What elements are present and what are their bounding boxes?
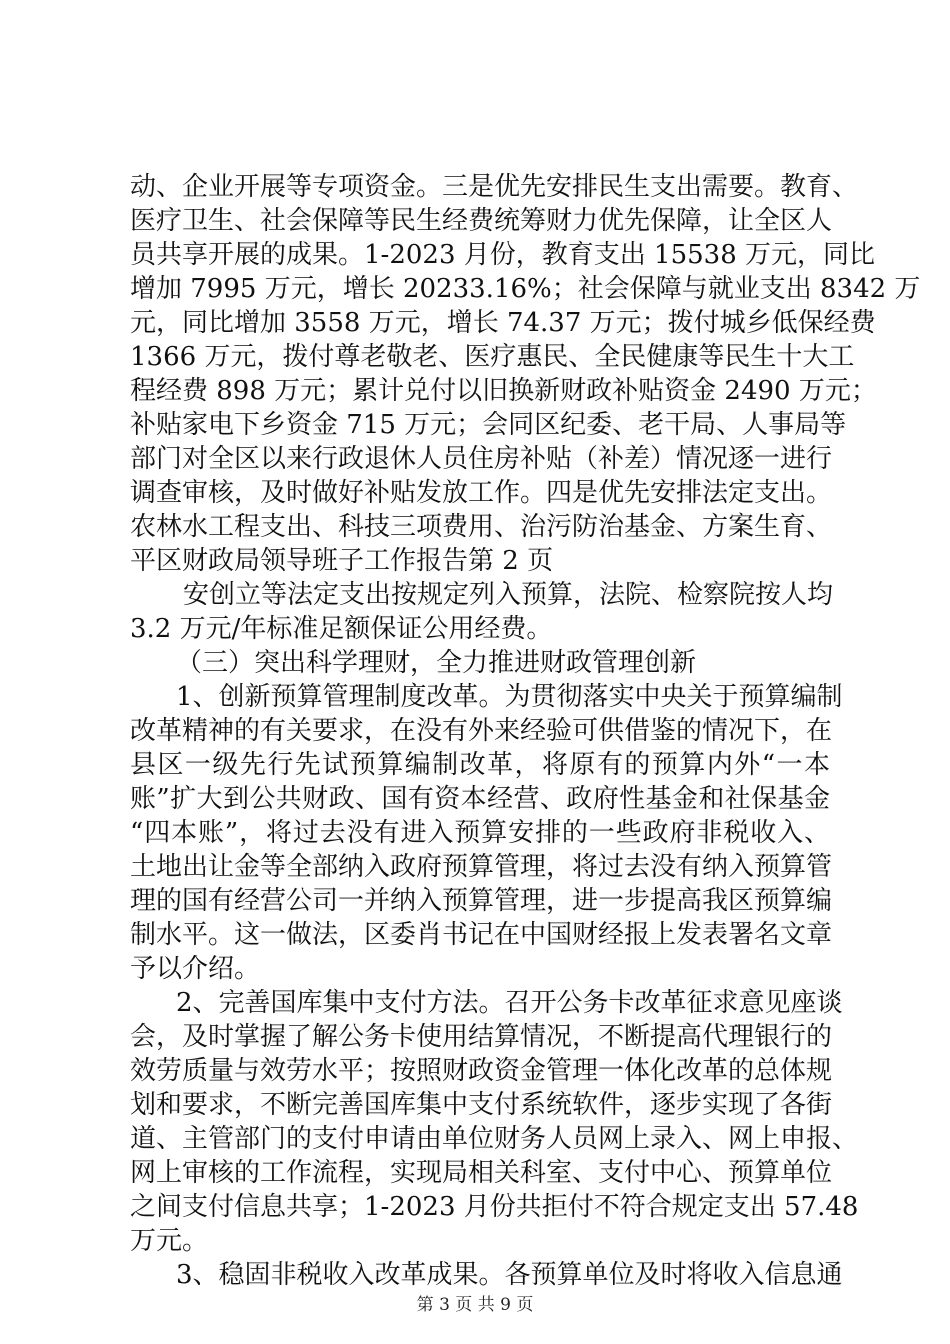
text-line: 之间支付信息共享；1-2023 月份共拒付不符合规定支出 57.48 [130,1192,859,1222]
text-line: 调查审核，及时做好补贴发放工作。四是优先安排法定支出。 [130,478,833,508]
text-line: 医疗卫生、社会保障等民生经费统筹财力优先保障，让全区人 [130,206,833,236]
text-line: 3、稳固非税收入改革成果。各预算单位及时将收入信息通 [176,1260,843,1290]
page-number-footer: 第 3 页 共 9 页 [416,1295,534,1315]
text-line: 万元。 [130,1226,209,1256]
text-line: 道、主管部门的支付申请由单位财务人员网上录入、网上申报、 [130,1124,859,1154]
text-line: 增加 7995 万元，增长 20233.16%；社会保障与就业支出 8342 万 [130,274,921,304]
text-line: 改革精神的有关要求，在没有外来经验可供借鉴的情况下，在 [130,716,833,746]
text-line: 员共享开展的成果。1-2023 月份，教育支出 15538 万元，同比 [130,240,875,270]
text-line: 理的国有经营公司一并纳入预算管理，进一步提高我区预算编 [130,886,833,916]
text-line: 划和要求，不断完善国库集中支付系统软件，逐步实现了各街 [130,1090,833,1120]
text-line: 动、企业开展等专项资金。三是优先安排民生支出需要。教育、 [130,172,859,202]
text-line: 2、完善国库集中支付方法。召开公务卡改革征求意见座谈 [176,988,843,1018]
text-line: 效劳质量与效劳水平；按照财政资金管理一体化改革的总体规 [130,1056,833,1086]
text-line: 县区一级先行先试预算编制改革，将原有的预算内外“一本 [130,750,830,780]
text-line: 部门对全区以来行政退休人员住房补贴（补差）情况逐一进行 [130,444,833,474]
text-line: 土地出让金等全部纳入政府预算管理，将过去没有纳入预算管 [130,852,833,882]
text-line: 安创立等法定支出按规定列入预算，法院、检察院按人均 [183,580,834,610]
text-line: 账”扩大到公共财政、国有资本经营、政府性基金和社保基金 [130,784,830,814]
text-line: 1、创新预算管理制度改革。为贯彻落实中央关于预算编制 [176,682,843,712]
text-line: 网上审核的工作流程，实现局相关科室、支付中心、预算单位 [130,1158,833,1188]
text-line: 1366 万元，拨付尊老敬老、医疗惠民、全民健康等民生十大工 [130,342,855,372]
text-line: 农林水工程支出、科技三项费用、治污防治基金、方案生育、 [130,512,833,542]
text-line: 元，同比增加 3558 万元，增长 74.37 万元；拨付城乡低保经费 [130,308,876,338]
text-line: 3.2 万元/年标准足额保证公用经费。 [130,614,553,644]
text-line: “四本账”，将过去没有进入预算安排的一些政府非税收入、 [130,818,830,848]
text-line: 制水平。这一做法，区委肖书记在中国财经报上发表署名文章 [130,920,833,950]
text-line: 补贴家电下乡资金 715 万元；会同区纪委、老干局、人事局等 [130,410,847,440]
text-line: 会，及时掌握了解公务卡使用结算情况，不断提高代理银行的 [130,1022,833,1052]
text-line: 予以介绍。 [130,954,261,984]
section-heading: （三）突出科学理财，全力推进财政管理创新 [176,648,697,678]
text-line: 程经费 898 万元；累计兑付以旧换新财政补贴资金 2490 万元； [130,376,877,406]
text-line: 平区财政局领导班子工作报告第 2 页 [130,546,554,576]
